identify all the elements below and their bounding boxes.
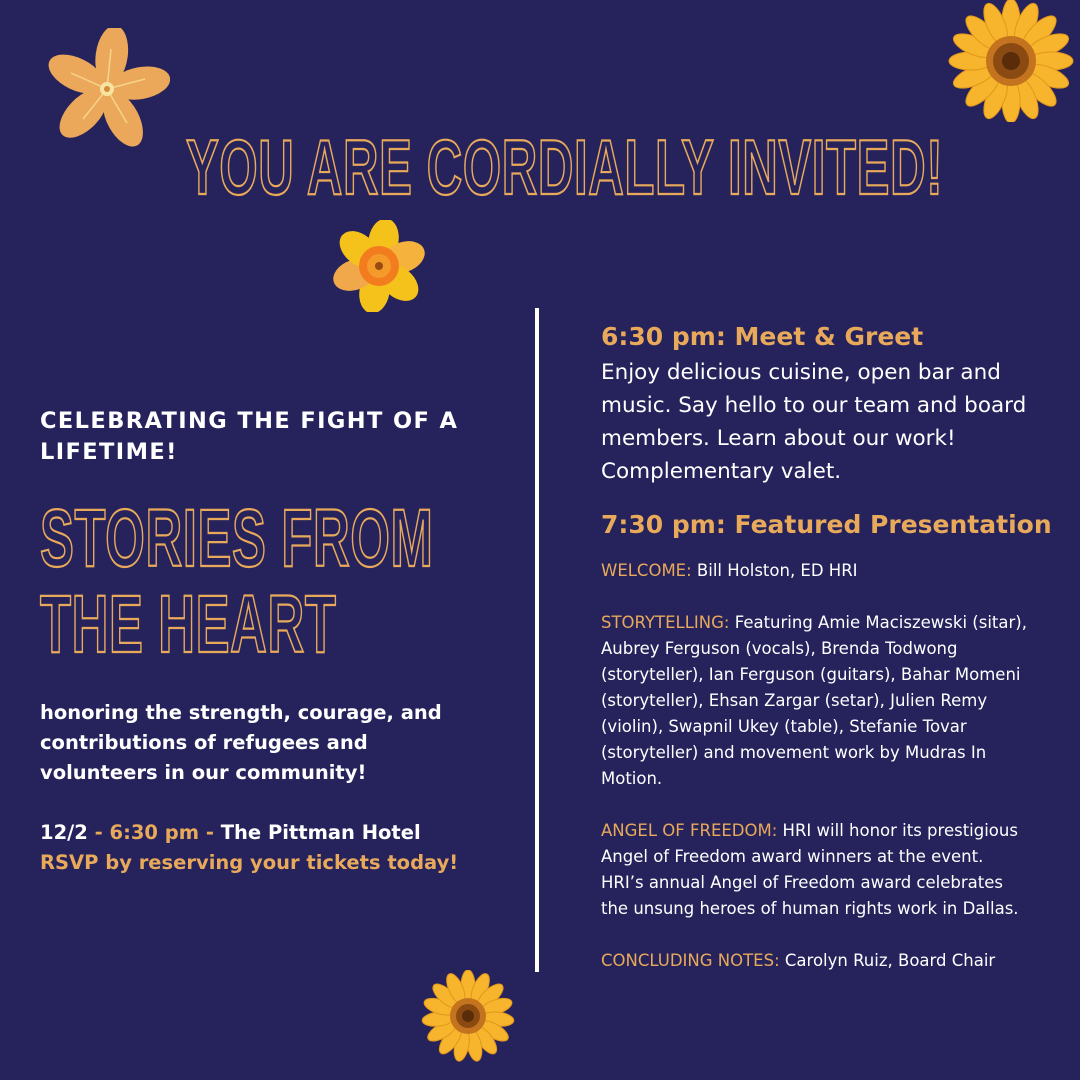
rsvp-text: RSVP by reserving your tickets today! (40, 851, 459, 874)
meet-description: Enjoy delicious cuisine, open bar and music. Say hello to our team and board members. Learn about our work! Complementary valet. (601, 360, 1027, 484)
orange-flower-icon (44, 28, 170, 150)
program-label: ANGEL OF FREEDOM: (601, 821, 778, 840)
program-label: WELCOME: (601, 561, 692, 580)
separator: - (87, 821, 110, 844)
program-text: Bill Holston, ED HRI (691, 561, 858, 580)
event-time: 6:30 pm (109, 821, 200, 844)
program-item-storytelling (601, 610, 1031, 792)
event-venue: The Pittman Hotel (220, 821, 421, 844)
tagline: CELEBRATING THE FIGHT OF A LIFETIME! (40, 408, 459, 465)
page-title: YOU ARE CORDIALLY INVITED! (186, 123, 944, 211)
event-date: 12/2 (40, 821, 88, 844)
sunflower-icon (420, 970, 516, 1062)
schedule (601, 320, 1051, 974)
program-text: Carolyn Ruiz, Board Chair (779, 951, 996, 970)
event-title: STORIES FROM THE HEART (40, 493, 434, 670)
event-description: honoring the strength, courage, and contributions of refugees and volunteers in our community! (40, 701, 442, 784)
date-time-venue (40, 818, 510, 848)
program-text: HRI will honor its prestigious Angel of Freedom award winners at the event. HRI’s annual Angel of Freedom award celebrates the unsung heroes of human rights work in Dallas. (601, 821, 1019, 918)
event-details (40, 818, 510, 878)
program-label: CONCLUDING NOTES: (601, 951, 780, 970)
sunflower-icon (944, 0, 1078, 122)
separator: - (199, 821, 221, 844)
feature-heading: 7:30 pm: Featured Presentation (601, 510, 1052, 539)
column-divider (535, 308, 539, 972)
meet-heading: 6:30 pm: Meet & Greet (601, 322, 924, 351)
daffodil-icon (332, 220, 426, 312)
program-text: Featuring Amie Maciszewski (sitar), Aubrey Ferguson (vocals), Brenda Todwong (storyteller), Ian Ferguson (guitars), Bahar Momeni (storyteller), Ehsan Zargar (setar), Julien Remy (violin), Swapnil Ukey (table), Stefanie Tovar (storyteller) and movement work by Mudras In Motion. (601, 613, 1027, 788)
program-label: STORYTELLING: (601, 613, 730, 632)
program-item-welcome (601, 558, 1031, 584)
program-item-concluding-notes (601, 948, 1031, 974)
program-item-angel-of-freedom (601, 818, 1031, 922)
